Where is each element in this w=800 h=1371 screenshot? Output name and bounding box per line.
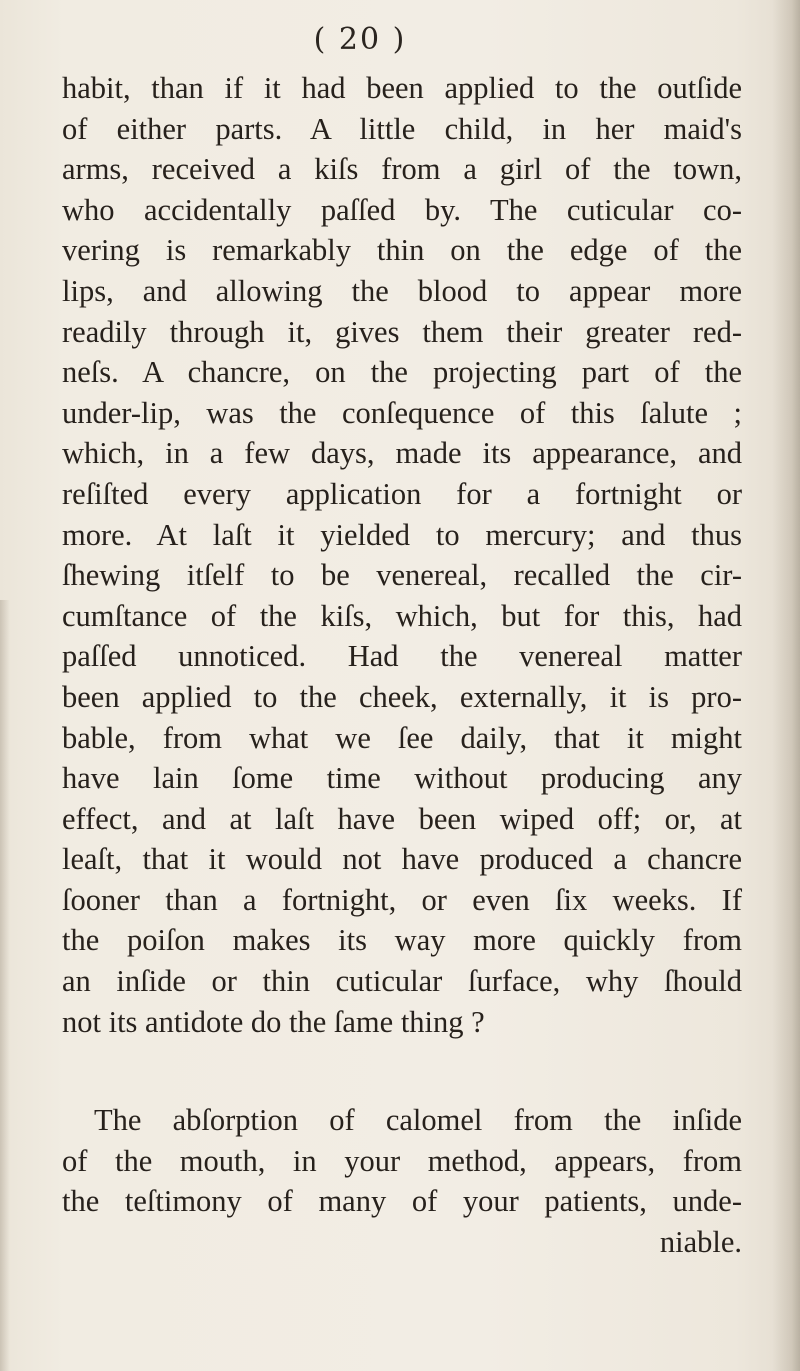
- text-line: niable.: [659, 1225, 742, 1260]
- text-line: been applied to the cheek, externally, it is pro-: [62, 679, 742, 714]
- page-binding-shadow: [0, 600, 10, 1371]
- text-line: have lain ſome time without producing any: [62, 761, 742, 796]
- text-line: of either parts. A little child, in her maid's: [62, 111, 742, 146]
- text-line: arms, received a kiſs from a girl of the town,: [62, 152, 742, 187]
- text-line: paſſed unnoticed. Had the venereal matter: [62, 639, 742, 674]
- text-line: readily through it, gives them their greater red-: [62, 314, 742, 349]
- text-line: leaſt, that it would not have produced a chancre: [62, 842, 742, 877]
- page-number: ( 20 ): [313, 22, 407, 57]
- text-line: bable, from what we ſee daily, that it might: [62, 720, 742, 755]
- text-line: under-lip, was the conſequence of this ſalute ;: [62, 395, 742, 430]
- text-line: reſiſted every application for a fortnight or: [62, 476, 742, 511]
- paragraph-gap: [62, 1042, 742, 1100]
- text-line: the teſtimony of many of your patients, unde-: [62, 1184, 742, 1219]
- text-line: lips, and allowing the blood to appear more: [62, 273, 742, 308]
- body-text: [62, 68, 742, 1263]
- text-line: which, in a few days, made its appearance, and: [62, 436, 742, 471]
- page-edge-shadow: [772, 0, 800, 1371]
- text-line: more. At laſt it yielded to mercury; and thus: [62, 517, 742, 552]
- text-line: not its antidote do the ſame thing ?: [62, 1004, 485, 1039]
- text-line: who accidentally paſſed by. The cuticular co-: [62, 192, 742, 227]
- text-line: cumſtance of the kiſs, which, but for this, had: [62, 598, 742, 633]
- text-line: The abſorption of calomel from the inſide: [94, 1103, 742, 1138]
- text-line: an inſide or thin cuticular ſurface, why ſhould: [62, 964, 742, 999]
- paragraph-2: [62, 1100, 742, 1262]
- paragraph-1: [62, 68, 742, 1042]
- text-line: ſooner than a fortnight, or even ſix weeks. If: [62, 882, 742, 917]
- text-line: the poiſon makes its way more quickly from: [62, 923, 742, 958]
- text-line: neſs. A chancre, on the projecting part of the: [62, 355, 742, 390]
- text-line: vering is remarkably thin on the edge of the: [62, 233, 742, 268]
- text-line: habit, than if it had been applied to the outſide: [62, 71, 742, 105]
- text-line: effect, and at laſt have been wiped off; or, at: [62, 801, 742, 836]
- text-line: of the mouth, in your method, appears, from: [62, 1143, 742, 1178]
- text-line: ſhewing itſelf to be venereal, recalled the cir-: [62, 558, 742, 593]
